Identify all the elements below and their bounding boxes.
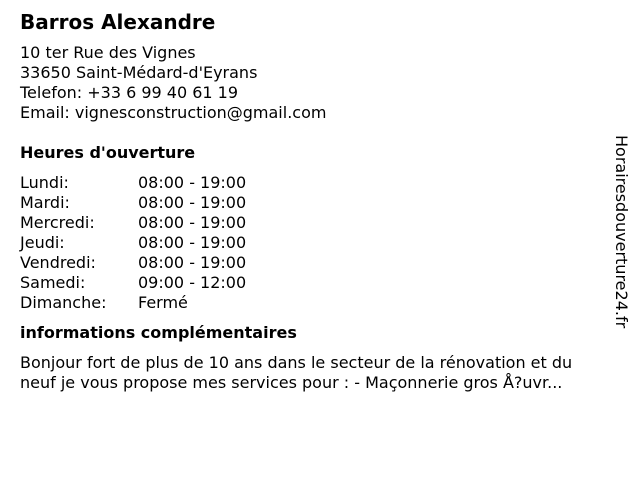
business-card xyxy=(20,10,620,393)
hours-time: Fermé xyxy=(138,293,188,312)
site-watermark: Horairesdouverture24.fr xyxy=(612,135,631,329)
hours-time: 08:00 - 19:00 xyxy=(138,253,247,272)
hours-time: 08:00 - 19:00 xyxy=(138,233,247,252)
info-line: neuf je vous propose mes services pour : - Maçonnerie gros Å?uvr... xyxy=(20,373,563,392)
opening-hours-heading: Heures d'ouverture xyxy=(20,143,196,162)
phone-number[interactable]: Telefon: +33 6 99 40 61 19 xyxy=(20,83,239,102)
contact-block xyxy=(20,43,620,123)
additional-info-heading: informations complémentaires xyxy=(20,323,297,342)
street-address: 10 ter Rue des Vignes xyxy=(20,43,196,62)
additional-info-text xyxy=(20,353,625,393)
city-address: 33650 Saint-Médard-d'Eyrans xyxy=(20,63,258,82)
hours-time: 09:00 - 12:00 xyxy=(138,273,247,292)
hours-day: Mercredi: xyxy=(20,213,95,232)
hours-day: Dimanche: xyxy=(20,293,107,312)
business-name: Barros Alexandre xyxy=(20,10,216,34)
hours-time: 08:00 - 19:00 xyxy=(138,173,247,192)
opening-hours-table xyxy=(20,173,620,313)
hours-day: Samedi: xyxy=(20,273,86,292)
email-address[interactable]: Email: vignesconstruction@gmail.com xyxy=(20,103,327,122)
hours-time: 08:00 - 19:00 xyxy=(138,213,247,232)
hours-day: Vendredi: xyxy=(20,253,96,272)
info-line: Bonjour fort de plus de 10 ans dans le secteur de la rénovation et du xyxy=(20,353,573,372)
hours-day: Jeudi: xyxy=(20,233,65,252)
hours-time: 08:00 - 19:00 xyxy=(138,193,247,212)
hours-day: Mardi: xyxy=(20,193,70,212)
hours-day: Lundi: xyxy=(20,173,69,192)
